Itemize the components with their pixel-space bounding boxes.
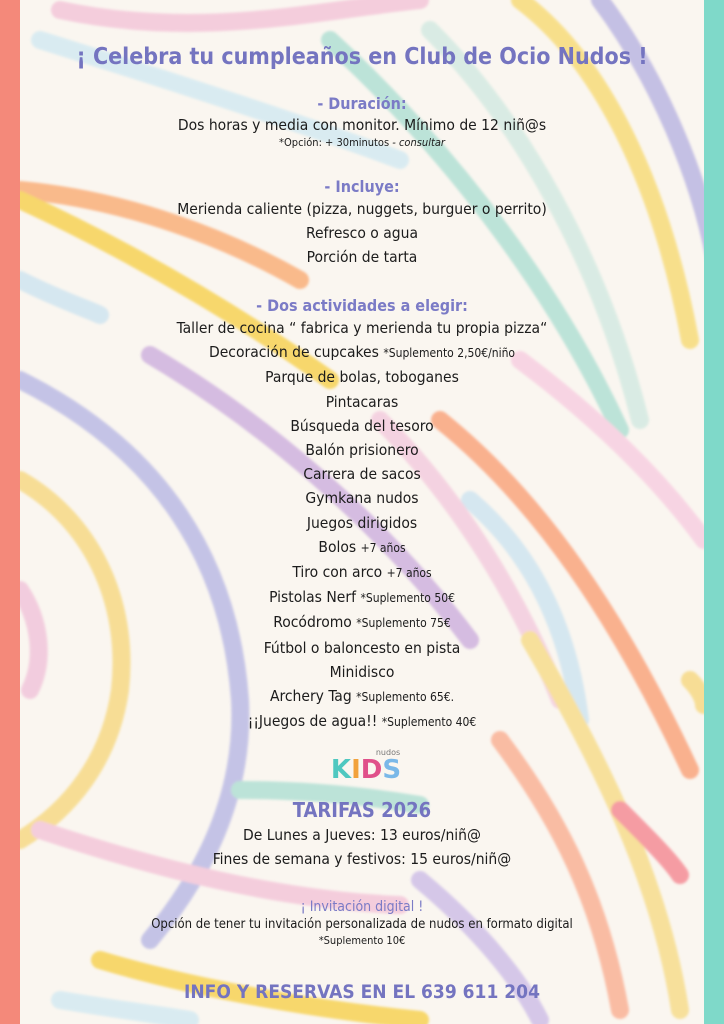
activity-note: +7 años [360,540,406,555]
invitacion-text: Opción de tener tu invitación personalizada de nudos en formato digital [151,917,573,932]
activity-text: Gymkana nudos [305,489,419,508]
activity-item [20,610,704,635]
duracion-text: Dos horas y media con monitor. Mínimo de 12 niñ@s [177,116,547,134]
actividades-list [20,316,704,734]
duracion-note-italic: - consultar [392,136,445,149]
activity-note: *Suplemento 75€ [356,616,451,631]
activity-item [20,684,704,709]
invitacion-note: *Suplemento 10€ [318,934,406,947]
activity-text: Pistolas Nerf [269,588,357,607]
incluye-item: Refresco o agua [305,224,419,243]
incluye-item: Porción de tarta [306,248,418,267]
activity-item [20,462,704,486]
activity-text: Fútbol o baloncesto en pista [263,638,461,657]
activity-item [20,560,704,585]
activity-item [20,511,704,535]
activity-text: ¡¡Juegos de agua!! [247,712,378,731]
activity-item [20,316,704,340]
tarifas-section [20,797,704,871]
duracion-note-main: *Opción: + 30minutos [279,136,390,149]
actividades-heading: - Dos actividades a elegir: [256,296,468,315]
incluye-section [20,177,704,270]
activity-text: Decoración de cupcakes [208,343,379,362]
incluye-heading: - Incluye: [324,177,400,196]
logo-letter: I [351,755,361,784]
duracion-heading: - Duración: [317,94,407,113]
invitacion-heading: ¡ Invitación digital ! [300,899,424,915]
activity-text: Juegos dirigidos [306,513,418,532]
activity-item [20,486,704,510]
activity-text: Tiro con arco [292,563,383,582]
activity-item [20,535,704,560]
activity-text: Archery Tag [269,687,352,706]
tarifas-line-2: Fines de semana y festivos: 15 euros/niñ@ [212,850,512,868]
activity-item [20,636,704,660]
logo-small-text: nudos [375,748,401,757]
activity-item [20,365,704,389]
activity-item [20,390,704,414]
activity-text: Taller de cocina “ fabrica y merienda tu propia pizza“ [176,319,548,337]
activity-note: +7 años [386,566,432,581]
activity-note: *Suplemento 2,50€/niño [383,346,516,361]
activity-note: *Suplemento 65€. [356,690,455,705]
actividades-section [20,296,704,734]
duracion-note [20,136,704,150]
activity-item [20,660,704,684]
page-title: ¡ Celebra tu cumpleaños en Club de Ocio Nudos ! [76,44,648,70]
duracion-section [20,94,704,150]
tarifas-heading: TARIFAS 2026 [292,798,432,822]
activity-text: Minidisco [329,662,395,681]
activity-text: Pintacaras [325,392,399,411]
incluye-item: Merienda caliente (pizza, nuggets, burguer o perrito) [177,200,547,218]
footer-contact: INFO Y RESERVAS EN EL 639 611 204 [184,981,540,1003]
invitacion-section [20,898,704,948]
activity-note: *Suplemento 50€ [360,591,455,606]
activity-text: Rocódromo [273,613,352,632]
activity-item [20,438,704,462]
activity-item [20,340,704,365]
nudos-kids-logo [318,746,410,784]
activity-note: *Suplemento 40€ [381,715,477,730]
logo-big-text [331,755,401,784]
logo-letter: S [382,755,402,784]
activity-text: Búsqueda del tesoro [290,416,434,435]
activity-text: Carrera de sacos [303,465,421,484]
activity-text: Parque de bolas, toboganes [265,368,459,387]
logo-letter: D [360,755,383,784]
activity-text: Balón prisionero [305,441,419,460]
activity-item [20,709,704,734]
activity-text: Bolos [318,537,357,556]
activity-item [20,585,704,610]
incluye-list [20,197,704,270]
activity-item [20,414,704,438]
tarifas-line-1: De Lunes a Jueves: 13 euros/niñ@ [243,826,481,844]
logo-letter: K [330,755,352,784]
